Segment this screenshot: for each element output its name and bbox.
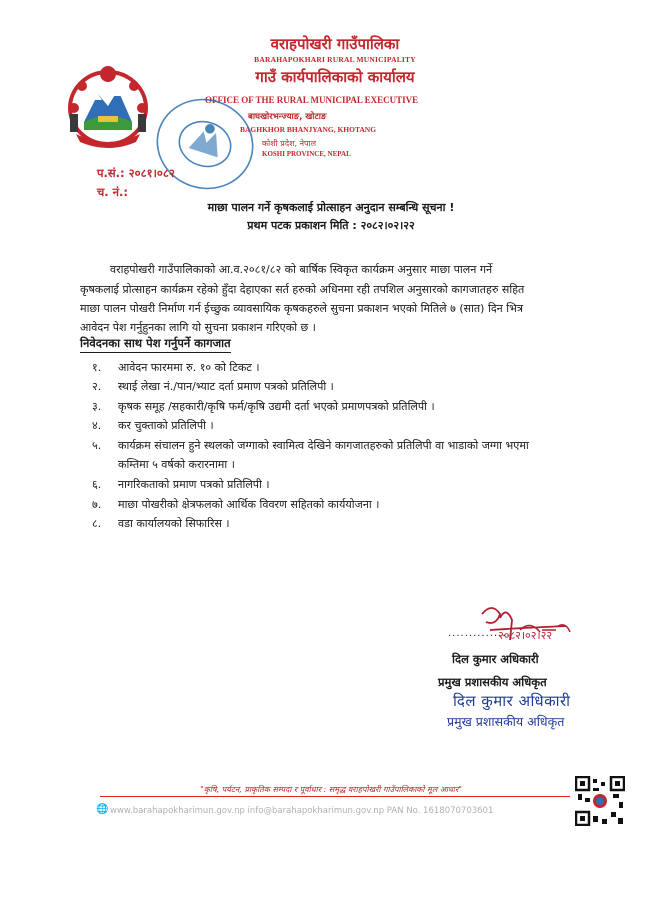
office-name-nepali: गाउँ कार्यपालिकाको कार्यालय bbox=[255, 68, 415, 86]
list-item-number: ५. bbox=[92, 439, 102, 452]
municipality-name-english: BARAHAPOKHARI RURAL MUNICIPALITY bbox=[254, 55, 416, 64]
body-line: आवेदन पेश गर्नुहुनका लागि यो सुचना प्रकाशन गरिएको छ । bbox=[80, 321, 316, 334]
body-line: माछा पालन पोखरी निर्माण गर्न ईच्छुक व्यावसायिक कृषकहरुले सुचना प्रकाशन भएको मितिले ७ (सात) दिन भित्र bbox=[80, 302, 523, 315]
footer-divider bbox=[100, 796, 570, 797]
office-name-english: OFFICE OF THE RURAL MUNICIPAL EXECUTIVE bbox=[205, 95, 419, 105]
list-item-text: वडा कार्यालयको सिफारिस । bbox=[118, 517, 230, 530]
notice-title: माछा पालन गर्ने कृषकलाई प्रोत्साहन अनुदान सम्बन्धि सूचना ! bbox=[207, 201, 455, 214]
list-item-number: ३. bbox=[92, 400, 102, 413]
list-item-text: कार्यक्रम संचालन हुने स्थलको जग्गाको स्वामित्व देखिने कागजातहरुको प्रतिलिपी वा भाडाको जग्गा भएमा bbox=[118, 439, 529, 452]
stamp-signatory-title: प्रमुख प्रशासकीय अधिकृत bbox=[447, 714, 565, 729]
signature-line: ............... bbox=[448, 628, 511, 639]
reference-number: प.सं.: २०८१।०८२ bbox=[97, 166, 175, 180]
body-line: वराहपोखरी गाउँपालिकाको आ.व.२०८१/८२ को बार्षिक स्विकृत कार्यक्रम अनुसार माछा पालन गर्ने bbox=[110, 263, 493, 276]
stamp-signatory-name: दिल कुमार अधिकारी bbox=[453, 692, 571, 710]
footer-contact: www.barahapokharimun.gov.np info@barahapokharimun.gov.np PAN No. 1618070703601 bbox=[110, 806, 494, 816]
list-item-number: ६. bbox=[92, 478, 102, 491]
list-item-text: कृषक समूह /सहकारी/कृषि फर्म/कृषि उद्यमी दर्ता भएको प्रमाणपत्रको प्रतिलिपी । bbox=[118, 400, 435, 413]
publication-date: प्रथम पटक प्रकाशन मिति : २०८२।०२।२२ bbox=[247, 219, 415, 232]
list-item-number: ८. bbox=[92, 517, 102, 530]
nepal-emblem-logo bbox=[62, 60, 154, 152]
globe-icon: 🌐 bbox=[96, 804, 109, 815]
list-item-number: १. bbox=[92, 361, 102, 374]
list-item-text-continued: कम्तिमा ५ वर्षको करारनामा । bbox=[118, 458, 235, 471]
province-nepali: कोशी प्रदेश, नेपाल bbox=[262, 139, 317, 148]
signatory-title: प्रमुख प्रशासकीय अधिकृत bbox=[438, 675, 547, 689]
list-item-text: नागरिकताको प्रमाण पत्रको प्रतिलिपी । bbox=[118, 478, 270, 491]
documents-heading: निवेदनका साथ पेश गर्नुपर्ने कागजात bbox=[80, 336, 231, 353]
list-item-text: आवेदन फारममा रु. १० को टिकट । bbox=[118, 361, 260, 374]
list-item-text: माछा पोखरीको क्षेत्रफलको आर्थिक विवरण सहितको कार्ययोजना । bbox=[118, 498, 380, 511]
footer-motto: "कृषि, पर्यटन, प्राकृतिक सम्पदा र पूर्वाधार : समृद्ध वराहपोखरी गाउँपालिकाको मूल आधार" bbox=[200, 785, 462, 794]
list-item-number: ४. bbox=[92, 419, 102, 432]
address-nepali: बाघखोरभन्ज्याङ, खोटाङ bbox=[248, 112, 327, 122]
signature-date: २०८२।०२।२२ bbox=[498, 629, 553, 642]
province-english: KOSHI PROVINCE, NEPAL bbox=[262, 150, 351, 158]
qr-code bbox=[575, 776, 625, 826]
list-item-number: २. bbox=[92, 380, 102, 393]
dispatch-number: च. नं.: bbox=[97, 185, 129, 199]
list-item-text: कर चुक्ताको प्रतिलिपी । bbox=[118, 419, 214, 432]
signatory-name: दिल कुमार अधिकारी bbox=[452, 652, 539, 666]
body-line: कृषकलाई प्रोत्साहन कार्यक्रम रहेको हुँदा देहाएका सर्त हरुको अधिनमा रही तपशिल अनुसारको कागजातहरु सहित bbox=[80, 283, 525, 296]
municipality-name-nepali: वराहपोखरी गाउँपालिका bbox=[270, 35, 400, 53]
address-english: BAGHKHOR BHANJYANG, KHOTANG bbox=[240, 125, 377, 134]
list-item-text: स्थाई लेखा नं./पान/भ्याट दर्ता प्रमाण पत्रको प्रतिलिपी । bbox=[118, 380, 334, 393]
list-item-number: ७. bbox=[92, 498, 102, 511]
